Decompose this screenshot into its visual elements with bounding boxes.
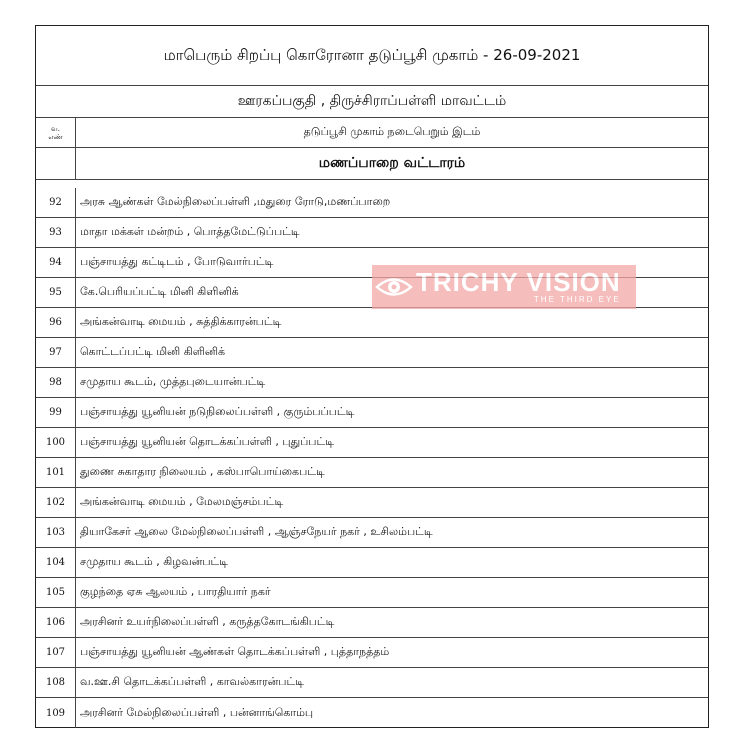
camp-location: சமுதாய கூடம் , கிழவன்பட்டி [80, 555, 229, 568]
camp-location: பஞ்சாயத்து யூனியன் ஆண்கள் தொடக்கப்பள்ளி , புத்தாநத்தம் [80, 645, 390, 658]
table-row [36, 428, 708, 458]
table-row [36, 398, 708, 428]
watermark-tagline: THE THIRD EYE [533, 295, 621, 304]
camp-location: அங்கன்வாடி மையம் , சுத்திக்காரன்பட்டி [80, 315, 282, 328]
camp-location: அரசினர் உயர்நிலைப்பள்ளி , கருத்தகோடங்கிபட்டி [80, 615, 335, 628]
serial-header-line-2: எண் [48, 132, 63, 141]
watermark-brand: TRICHY VISION [416, 267, 621, 297]
table-row [36, 608, 708, 638]
serial-number: 107 [36, 638, 76, 667]
eye-logo-icon [372, 265, 416, 309]
serial-header-line-1: வ. [51, 124, 60, 133]
camp-location: பஞ்சாயத்து யூனியன் நடுநிலைப்பள்ளி , குரும்பப்பட்டி [80, 405, 355, 418]
serial-number: 105 [36, 578, 76, 607]
block-heading [36, 148, 708, 180]
trichy-vision-watermark [372, 265, 636, 309]
serial-number: 102 [36, 488, 76, 517]
serial-number: 95 [36, 278, 76, 307]
camp-location: கே.பெரியப்பட்டி மினி கிளினிக் [80, 285, 239, 298]
table-row [36, 518, 708, 548]
camp-location: துணை சுகாதார நிலையம் , கஸ்பாபொய்கைபட்டி [80, 465, 325, 478]
table-header [36, 118, 708, 148]
camp-location: சமுதாய கூடம், முத்தபுடையான்பட்டி [80, 375, 266, 388]
document-title: மாபெரும் சிறப்பு கொரோனா தடுப்பூசி முகாம் - 26-09-2021 [36, 26, 708, 86]
table-row [36, 578, 708, 608]
camp-location: அங்கன்வாடி மையம் , மேலமஞ்சம்பட்டி [80, 495, 284, 508]
block-name: மணப்பாறை வட்டாரம் [318, 154, 466, 171]
table-row [36, 188, 708, 218]
camp-location: பஞ்சாயத்து யூனியன் தொடக்கப்பள்ளி , புதுப்பட்டி [80, 435, 334, 448]
serial-number: 99 [36, 398, 76, 427]
serial-header [36, 118, 76, 147]
camp-location: வ.ஊ.சி தொடக்கப்பள்ளி , காவல்காரன்பட்டி [80, 675, 304, 688]
table-row [36, 308, 708, 338]
camp-location: கொட்டப்பட்டி மினி கிளினிக் [80, 345, 226, 358]
serial-number: 100 [36, 428, 76, 457]
serial-number: 97 [36, 338, 76, 367]
serial-number: 92 [36, 188, 76, 217]
table-row [36, 668, 708, 698]
serial-number: 109 [36, 698, 76, 728]
serial-number: 101 [36, 458, 76, 487]
table-row [36, 698, 708, 728]
block-heading-serial-cell [36, 148, 76, 179]
district-subtitle: ஊரகப்பகுதி , திருச்சிராப்பள்ளி மாவட்டம் [36, 86, 708, 118]
table-row [36, 368, 708, 398]
serial-number: 108 [36, 668, 76, 697]
table-row [36, 338, 708, 368]
serial-number: 106 [36, 608, 76, 637]
table-row [36, 218, 708, 248]
table-row [36, 458, 708, 488]
camp-location: மாதா மக்கள் மன்றம் , பொத்தமேட்டுப்பட்டி [80, 225, 300, 238]
serial-number: 98 [36, 368, 76, 397]
serial-number: 104 [36, 548, 76, 577]
camp-location: தியாகேசர் ஆலை மேல்நிலைப்பள்ளி , ஆஞ்சநேயர் நகர் , உசிலம்பட்டி [80, 525, 433, 538]
camp-location: அரசு ஆண்கள் மேல்நிலைப்பள்ளி ,மதுரை ரோடு,மணப்பாறை [80, 195, 391, 208]
table-row [36, 638, 708, 668]
camp-list-document [35, 25, 709, 728]
serial-number: 94 [36, 248, 76, 277]
serial-number: 103 [36, 518, 76, 547]
camp-location: பஞ்சாயத்து கட்டிடம் , போடுவார்பட்டி [80, 255, 274, 268]
serial-number: 93 [36, 218, 76, 247]
table-row [36, 488, 708, 518]
place-header: தடுப்பூசி முகாம் நடைபெறும் இடம் [303, 125, 481, 138]
camp-location: அரசினர் மேல்நிலைப்பள்ளி , பன்னாங்கொம்பு [80, 705, 314, 719]
serial-number: 96 [36, 308, 76, 337]
table-row [36, 548, 708, 578]
camp-location: குழந்தை ஏசு ஆலயம் , பாரதியார் நகர் [80, 585, 271, 598]
